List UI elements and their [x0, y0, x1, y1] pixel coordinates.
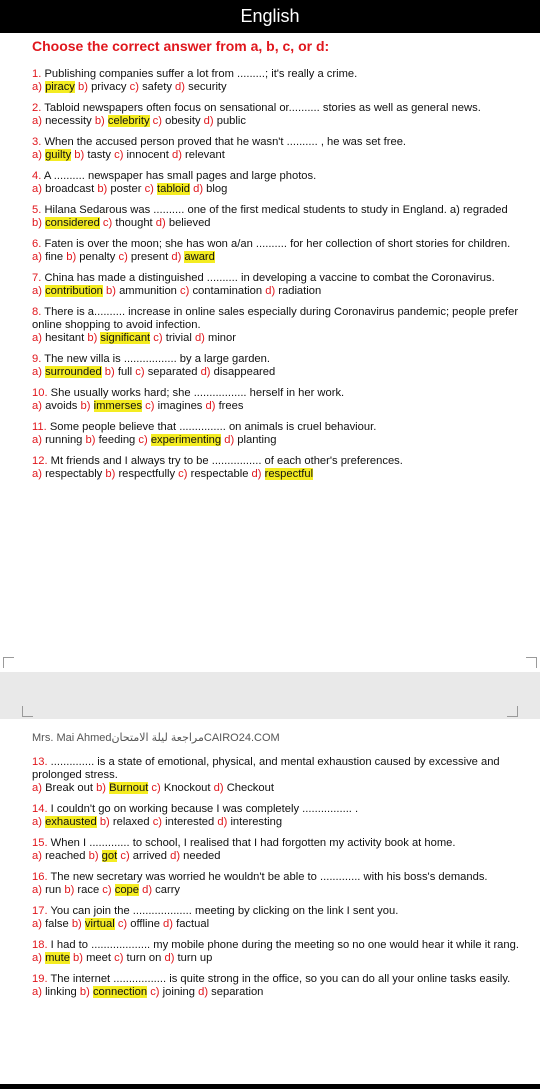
- question-item: [32, 170, 526, 196]
- answer-options: [32, 434, 526, 447]
- question-item: [32, 756, 526, 795]
- option-text: race: [77, 884, 100, 896]
- correct-answer: contribution: [45, 285, 103, 297]
- question-text: Hilana Sedarous was .......... one of the first medical students to study in England. a) regraded: [41, 204, 508, 216]
- option-letter: a): [32, 434, 42, 446]
- option-letter: a): [32, 884, 42, 896]
- correct-answer: piracy: [45, 81, 75, 93]
- question-text: Tabloid newspapers often focus on sensational or.......... stories as well as general news.: [41, 102, 481, 114]
- option-letter: a): [32, 115, 42, 127]
- option-text: offline: [130, 918, 160, 930]
- question-number: 2.: [32, 102, 42, 114]
- question-number: 10.: [32, 387, 48, 399]
- answer-options: [32, 285, 526, 298]
- option-letter: c): [102, 217, 113, 229]
- option-text: security: [188, 81, 227, 93]
- option-text: blog: [206, 183, 228, 195]
- option-text: respectable: [190, 468, 249, 480]
- correct-answer: guilty: [45, 149, 72, 161]
- bottom-bar: [0, 1084, 540, 1089]
- correct-answer: exhausted: [45, 816, 97, 828]
- option-letter: d): [194, 332, 205, 344]
- option-text: joining: [162, 986, 195, 998]
- option-letter: c): [145, 400, 155, 412]
- option-letter: b): [87, 332, 98, 344]
- question-item: [32, 136, 526, 162]
- option-letter: b): [66, 251, 77, 263]
- option-letter: d): [175, 81, 185, 93]
- option-text: needed: [183, 850, 221, 862]
- option-letter: d): [164, 952, 175, 964]
- question-item: [32, 272, 526, 298]
- page-corner-mark: [507, 706, 518, 717]
- option-text: present: [130, 251, 169, 263]
- question-stem: [32, 68, 526, 81]
- question-stem: [32, 238, 526, 251]
- question-stem: [32, 939, 526, 952]
- correct-answer: experimenting: [150, 434, 222, 446]
- option-text: broadcast: [45, 183, 95, 195]
- option-letter: a): [32, 468, 42, 480]
- option-text: avoids: [45, 400, 78, 412]
- answer-options: [32, 81, 526, 94]
- question-number: 12.: [32, 455, 48, 467]
- option-text: false: [45, 918, 69, 930]
- instructions-heading: Choose the correct answer from a, b, c, or d:: [32, 38, 330, 54]
- question-text: You can join the ................... meeting by clicking on the link I sent you.: [47, 905, 399, 917]
- option-text: feeding: [98, 434, 136, 446]
- option-letter: d): [155, 217, 166, 229]
- option-text: relaxed: [112, 816, 150, 828]
- option-letter: b): [32, 217, 42, 229]
- option-letter: a): [32, 149, 42, 161]
- question-text: She usually works hard; she ................. herself in her work.: [47, 387, 345, 399]
- worksheet-page-2: [0, 719, 540, 1089]
- question-number: 4.: [32, 170, 42, 182]
- question-text: Some people believe that ............... on animals is cruel behaviour.: [46, 421, 377, 433]
- option-text: respectably: [45, 468, 103, 480]
- question-stem: [32, 170, 526, 183]
- option-letter: d): [170, 850, 181, 862]
- question-number: 14.: [32, 803, 48, 815]
- option-text: Checkout: [226, 782, 274, 794]
- question-number: 19.: [32, 973, 48, 985]
- question-stem: [32, 204, 526, 217]
- option-text: separation: [211, 986, 264, 998]
- option-letter: c): [135, 366, 145, 378]
- option-letter: b): [105, 468, 116, 480]
- option-letter: b): [104, 366, 115, 378]
- question-number: 11.: [32, 421, 47, 433]
- option-letter: b): [85, 434, 96, 446]
- option-text: separated: [147, 366, 198, 378]
- question-number: 8.: [32, 306, 42, 318]
- question-number: 16.: [32, 871, 48, 883]
- option-text: obesity: [165, 115, 201, 127]
- question-text: China has made a distinguished .......... in developing a vaccine to combat the Coronavirus.: [41, 272, 495, 284]
- option-text: contamination: [192, 285, 263, 297]
- option-text: meet: [86, 952, 111, 964]
- question-stem: [32, 973, 526, 986]
- option-text: factual: [176, 918, 210, 930]
- option-letter: c): [151, 782, 161, 794]
- option-letter: c): [152, 816, 163, 828]
- option-text: run: [45, 884, 62, 896]
- question-item: [32, 939, 526, 965]
- option-letter: a): [32, 782, 42, 794]
- option-letter: a): [32, 816, 42, 828]
- page-corner-mark: [3, 657, 14, 668]
- question-item: [32, 238, 526, 264]
- option-letter: c): [180, 285, 190, 297]
- option-letter: a): [32, 366, 42, 378]
- option-text: penalty: [79, 251, 116, 263]
- question-stem: [32, 837, 526, 850]
- option-letter: a): [32, 918, 42, 930]
- option-letter: c): [152, 115, 162, 127]
- question-number: 1.: [32, 68, 42, 80]
- top-bar: [0, 0, 540, 33]
- option-letter: c): [138, 434, 148, 446]
- question-item: [32, 837, 526, 863]
- option-letter: d): [251, 468, 262, 480]
- option-letter: d): [198, 986, 209, 998]
- option-text: respectfully: [118, 468, 176, 480]
- option-letter: d): [265, 285, 276, 297]
- question-number: 13.: [32, 756, 48, 768]
- answer-options: [32, 952, 526, 965]
- option-text: radiation: [278, 285, 322, 297]
- question-text: When the accused person proved that he wasn't .......... , he was set free.: [41, 136, 407, 148]
- option-letter: b): [71, 918, 82, 930]
- answer-options: [32, 115, 526, 128]
- option-letter: d): [217, 816, 228, 828]
- question-stem: [32, 803, 526, 816]
- option-text: turn on: [126, 952, 162, 964]
- option-text: relevant: [185, 149, 225, 161]
- option-text: disappeared: [213, 366, 276, 378]
- answer-options: [32, 251, 526, 264]
- option-letter: b): [94, 115, 105, 127]
- option-letter: c): [178, 468, 188, 480]
- option-letter: b): [80, 400, 91, 412]
- answer-options: [32, 183, 526, 196]
- question-item: [32, 421, 526, 447]
- question-number: 7.: [32, 272, 42, 284]
- option-text: public: [216, 115, 246, 127]
- question-number: 5.: [32, 204, 42, 216]
- question-stem: [32, 306, 526, 332]
- option-letter: d): [200, 366, 211, 378]
- option-letter: c): [114, 149, 124, 161]
- question-number: 9.: [32, 353, 42, 365]
- option-text: thought: [115, 217, 153, 229]
- question-item: [32, 102, 526, 128]
- answer-options: [32, 918, 526, 931]
- option-letter: b): [106, 285, 116, 297]
- option-text: believed: [168, 217, 211, 229]
- option-letter: b): [79, 986, 90, 998]
- option-text: Knockout: [163, 782, 211, 794]
- option-letter: c): [150, 986, 160, 998]
- option-letter: c): [153, 332, 163, 344]
- question-stem: [32, 421, 526, 434]
- correct-answer: immerses: [93, 400, 143, 412]
- question-list-page-2: [32, 756, 526, 999]
- correct-answer: Burnout: [109, 782, 149, 794]
- option-text: tasty: [87, 149, 111, 161]
- page-corner-mark: [22, 706, 33, 717]
- question-list-page-1: [32, 68, 526, 481]
- option-text: hesitant: [45, 332, 85, 344]
- option-letter: d): [142, 884, 153, 896]
- correct-answer: got: [101, 850, 118, 862]
- option-text: minor: [208, 332, 236, 344]
- question-text: I had to ................... my mobile phone during the meeting so no one would hear it while it rang.: [47, 939, 519, 951]
- option-text: frees: [218, 400, 244, 412]
- option-letter: d): [213, 782, 224, 794]
- question-item: [32, 871, 526, 897]
- question-text: I couldn't go on working because I was completely ................ .: [47, 803, 359, 815]
- option-letter: c): [144, 183, 154, 195]
- option-letter: a): [32, 850, 42, 862]
- question-text: When I ............. to school, I realised that I had forgotten my activity book at home.: [47, 837, 456, 849]
- option-letter: d): [163, 918, 173, 930]
- option-letter: a): [32, 952, 42, 964]
- answer-options: [32, 149, 526, 162]
- answer-options: [32, 986, 526, 999]
- option-letter: a): [32, 251, 42, 263]
- option-letter: d): [224, 434, 235, 446]
- correct-answer: virtual: [84, 918, 115, 930]
- answer-options: [32, 816, 526, 829]
- option-letter: a): [32, 400, 42, 412]
- option-text: ammunition: [119, 285, 177, 297]
- question-text: Publishing companies suffer a lot from .........; it's really a crime.: [41, 68, 358, 80]
- option-text: safety: [142, 81, 172, 93]
- option-letter: d): [205, 400, 216, 412]
- option-letter: b): [99, 816, 110, 828]
- option-letter: b): [78, 81, 88, 93]
- option-text: innocent: [126, 149, 169, 161]
- option-text: reached: [45, 850, 86, 862]
- answer-options: [32, 884, 526, 897]
- question-item: [32, 353, 526, 379]
- question-stem: [32, 272, 526, 285]
- answer-options: [32, 400, 526, 413]
- question-text: The new secretary was worried he wouldn't be able to ............. with his boss's demands.: [47, 871, 488, 883]
- correct-answer: surrounded: [45, 366, 102, 378]
- answer-options: [32, 782, 526, 795]
- question-text: A .......... newspaper has small pages and large photos.: [41, 170, 317, 182]
- option-text: poster: [110, 183, 142, 195]
- question-text: The internet ................. is quite strong in the office, so you can do all your online tasks easily.: [47, 973, 511, 985]
- option-letter: c): [129, 81, 139, 93]
- option-letter: b): [74, 149, 85, 161]
- option-letter: c): [118, 251, 128, 263]
- option-text: full: [117, 366, 133, 378]
- option-text: necessity: [45, 115, 92, 127]
- question-item: [32, 68, 526, 94]
- option-text: interesting: [230, 816, 283, 828]
- correct-answer: mute: [45, 952, 70, 964]
- question-item: [32, 803, 526, 829]
- question-text: The new villa is ................. by a large garden.: [41, 353, 270, 365]
- page-corner-mark: [526, 657, 537, 668]
- correct-answer: respectful: [264, 468, 314, 480]
- correct-answer: considered: [45, 217, 100, 229]
- question-stem: [32, 387, 526, 400]
- question-item: [32, 973, 526, 999]
- question-stem: [32, 102, 526, 115]
- question-item: [32, 455, 526, 481]
- answer-options: [32, 332, 526, 345]
- option-letter: c): [114, 952, 124, 964]
- question-stem: [32, 353, 526, 366]
- option-text: interested: [165, 816, 215, 828]
- option-letter: c): [120, 850, 130, 862]
- option-letter: b): [88, 850, 99, 862]
- question-item: [32, 204, 526, 230]
- question-number: 18.: [32, 939, 48, 951]
- option-letter: a): [32, 81, 42, 93]
- question-stem: [32, 871, 526, 884]
- option-text: Break out: [45, 782, 93, 794]
- question-number: 15.: [32, 837, 48, 849]
- option-letter: a): [32, 332, 42, 344]
- option-text: imagines: [157, 400, 203, 412]
- question-number: 3.: [32, 136, 42, 148]
- option-letter: b): [97, 183, 108, 195]
- question-stem: [32, 455, 526, 468]
- question-text: .............. is a state of emotional, physical, and mental exhaustion caused by excessive and prolonged stress.: [32, 756, 500, 781]
- option-text: planting: [237, 434, 277, 446]
- question-stem: [32, 136, 526, 149]
- question-text: Faten is over the moon; she has won a/an .......... for her collection of short stories for children.: [41, 238, 511, 250]
- option-text: turn up: [177, 952, 213, 964]
- answer-options: [32, 217, 526, 230]
- option-letter: b): [64, 884, 75, 896]
- page-gap: [0, 672, 540, 719]
- option-letter: d): [171, 149, 182, 161]
- option-text: trivial: [165, 332, 192, 344]
- option-letter: a): [32, 986, 42, 998]
- question-item: [32, 905, 526, 931]
- answer-options: [32, 468, 526, 481]
- option-text: running: [45, 434, 83, 446]
- option-letter: d): [171, 251, 182, 263]
- option-letter: d): [193, 183, 204, 195]
- question-number: 17.: [32, 905, 48, 917]
- option-text: linking: [45, 986, 77, 998]
- page-title: English: [240, 6, 300, 26]
- option-letter: d): [203, 115, 214, 127]
- question-item: [32, 387, 526, 413]
- question-text: Mt friends and I always try to be ................ of each other's preferences.: [47, 455, 403, 467]
- answer-options: [32, 366, 526, 379]
- option-text: privacy: [91, 81, 127, 93]
- question-number: 6.: [32, 238, 42, 250]
- option-letter: a): [32, 183, 42, 195]
- source-credit: Mrs. Mai Ahmedمراجعة ليلة الامتحانCAIRO24.COM: [32, 732, 280, 744]
- option-text: arrived: [132, 850, 167, 862]
- question-text: There is a.......... increase in online sales especially during Coronavirus pandemic; people prefer online shopping to avoid infection.: [32, 306, 519, 331]
- option-letter: a): [32, 285, 42, 297]
- option-letter: b): [73, 952, 83, 964]
- correct-answer: celebrity: [107, 115, 150, 127]
- option-letter: c): [102, 884, 112, 896]
- correct-answer: cope: [114, 884, 139, 896]
- option-letter: c): [117, 918, 128, 930]
- question-stem: [32, 905, 526, 918]
- option-letter: b): [96, 782, 107, 794]
- question-stem: [32, 756, 526, 782]
- answer-options: [32, 850, 526, 863]
- correct-answer: tabloid: [157, 183, 190, 195]
- worksheet-page-1: [0, 38, 540, 672]
- question-item: [32, 306, 526, 345]
- option-text: fine: [45, 251, 64, 263]
- option-text: carry: [155, 884, 181, 896]
- correct-answer: award: [184, 251, 215, 263]
- correct-answer: connection: [92, 986, 148, 998]
- correct-answer: significant: [100, 332, 151, 344]
